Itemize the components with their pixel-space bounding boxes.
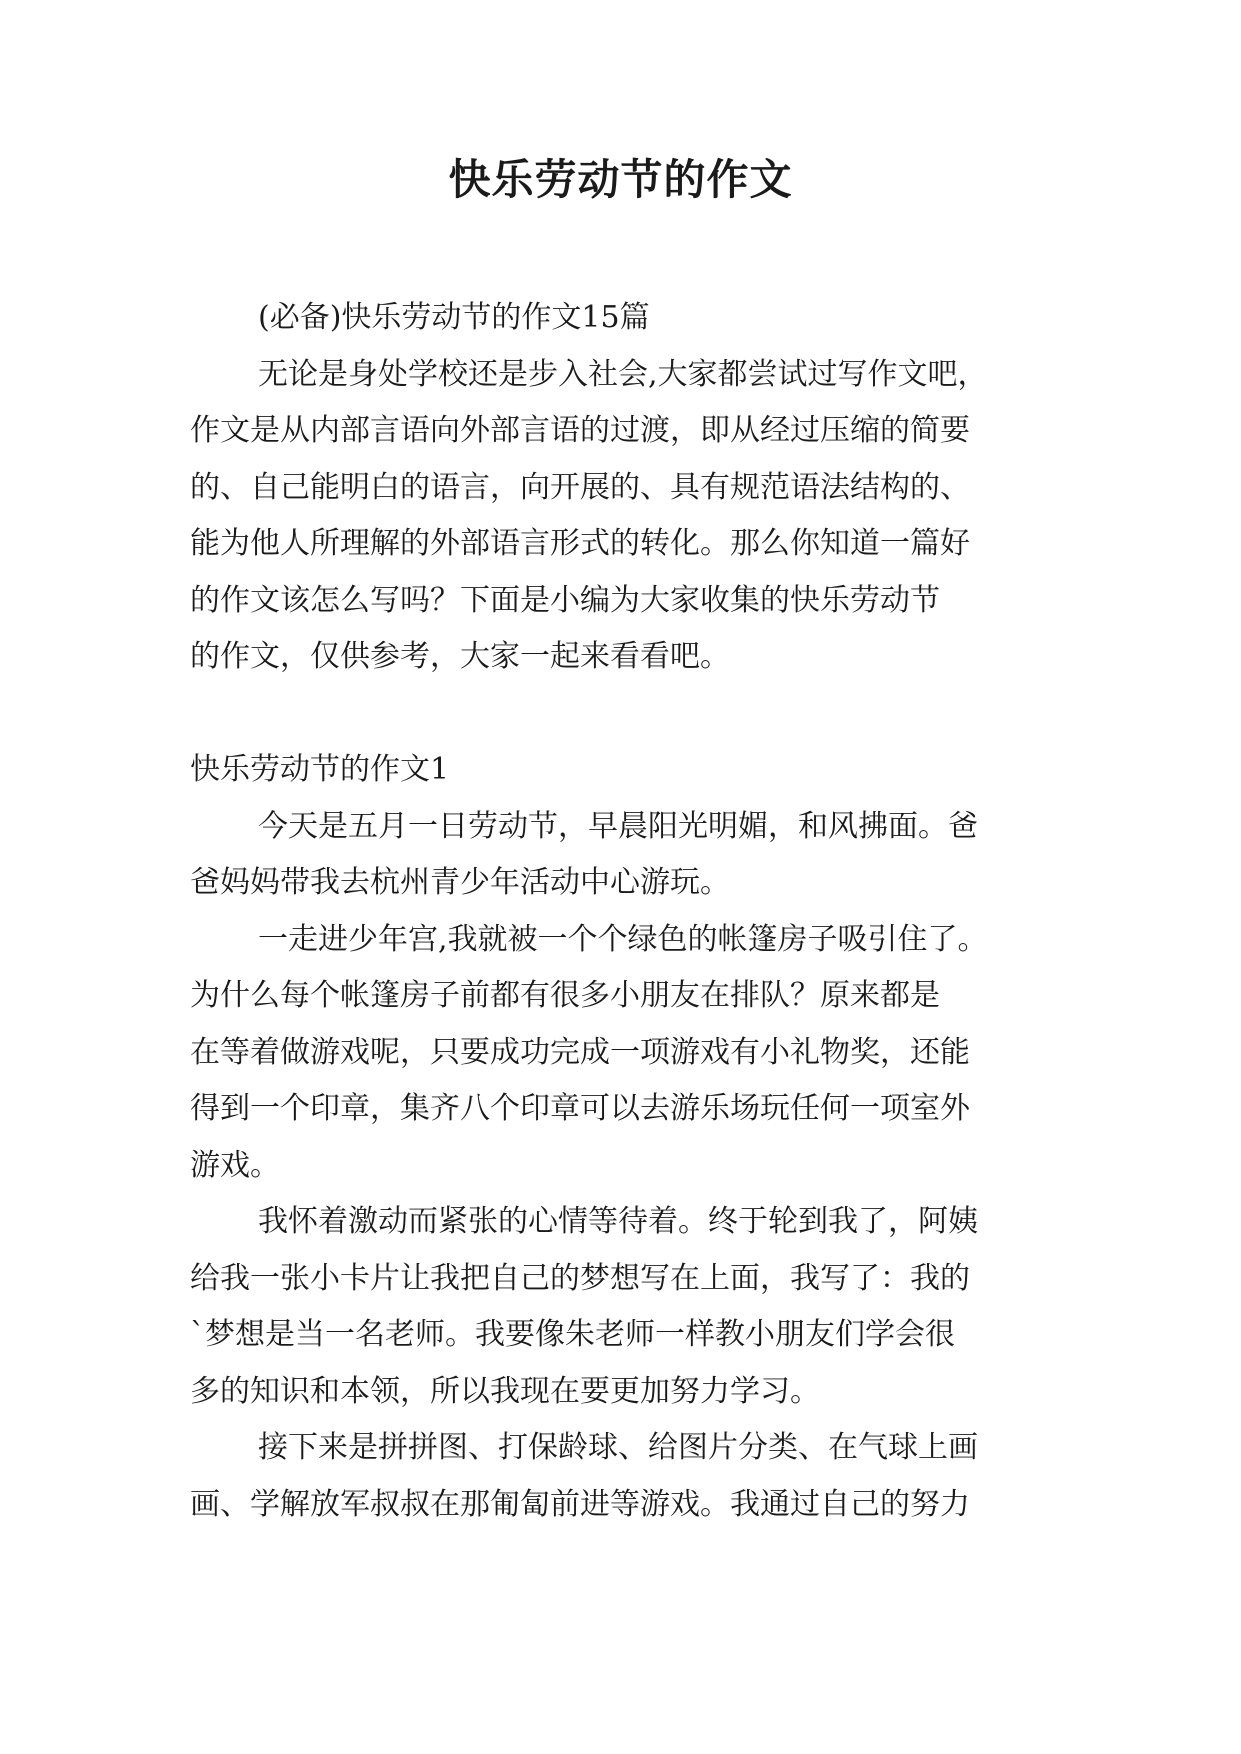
text-line: 多的知识和本领，所以我现在要更加努力学习。	[190, 1373, 820, 1409]
text-line: 一走进少年宫,我就被一个个绿色的帐篷房子吸引住了。	[258, 921, 988, 957]
text-line: 作文是从内部言语向外部言语的过渡，即从经过压缩的简要	[190, 413, 970, 448]
text-line: 能为他人所理解的外部语言形式的转化。那么你知道一篇好	[190, 526, 970, 561]
intro-paragraph	[190, 347, 1060, 686]
text-line: 的作文，仅供参考，大家一起来看看吧。	[190, 639, 730, 674]
text-line: 画、学解放军叔叔在那匍匐前进等游戏。我通过自己的努力	[190, 1486, 970, 1522]
text-line: 无论是身处学校还是步入社会,大家都尝试过写作文吧，	[258, 356, 988, 392]
paragraph-1	[190, 799, 1060, 912]
document-title: 快乐劳动节的作文	[448, 155, 793, 204]
text-line: 在等着做游戏呢，只要成功完成一项游戏有小礼物奖，还能	[190, 1034, 970, 1070]
paragraph-4	[190, 1420, 1060, 1533]
text-line: `梦想是当一名老师。我要像朱老师一样教小朋友们学会很	[190, 1317, 955, 1352]
text-line: 为什么每个帐篷房子前都有很多小朋友在排队？原来都是	[190, 978, 940, 1013]
text-line: 接下来是拼拼图、打保龄球、给图片分类、在气球上画	[258, 1430, 978, 1465]
paragraph-2	[190, 912, 1060, 1195]
text-line: 爸妈妈带我去杭州青少年活动中心游玩。	[190, 865, 730, 900]
intro-heading: (必备)快乐劳动节的作文15篇	[258, 300, 650, 335]
spacer	[190, 686, 1060, 743]
document-body	[190, 290, 1060, 1533]
text-line: 游戏。	[190, 1147, 280, 1183]
section-heading: 快乐劳动节的作文1	[190, 752, 450, 787]
text-line: 今天是五月一日劳动节，早晨阳光明媚，和风拂面。爸	[258, 808, 978, 844]
text-line: 的作文该怎么写吗？下面是小编为大家收集的快乐劳动节	[190, 582, 940, 618]
text-line: 给我一张小卡片让我把自己的梦想写在上面，我写了：我的	[190, 1260, 970, 1296]
text-line: 得到一个印章，集齐八个印章可以去游乐场玩任何一项室外	[190, 1091, 970, 1126]
paragraph-3	[190, 1194, 1060, 1420]
text-line: 的、自己能明白的语言，向开展的、具有规范语法结构的、	[190, 469, 970, 505]
text-line: 我怀着激动而紧张的心情等待着。终于轮到我了，阿姨	[258, 1204, 978, 1239]
